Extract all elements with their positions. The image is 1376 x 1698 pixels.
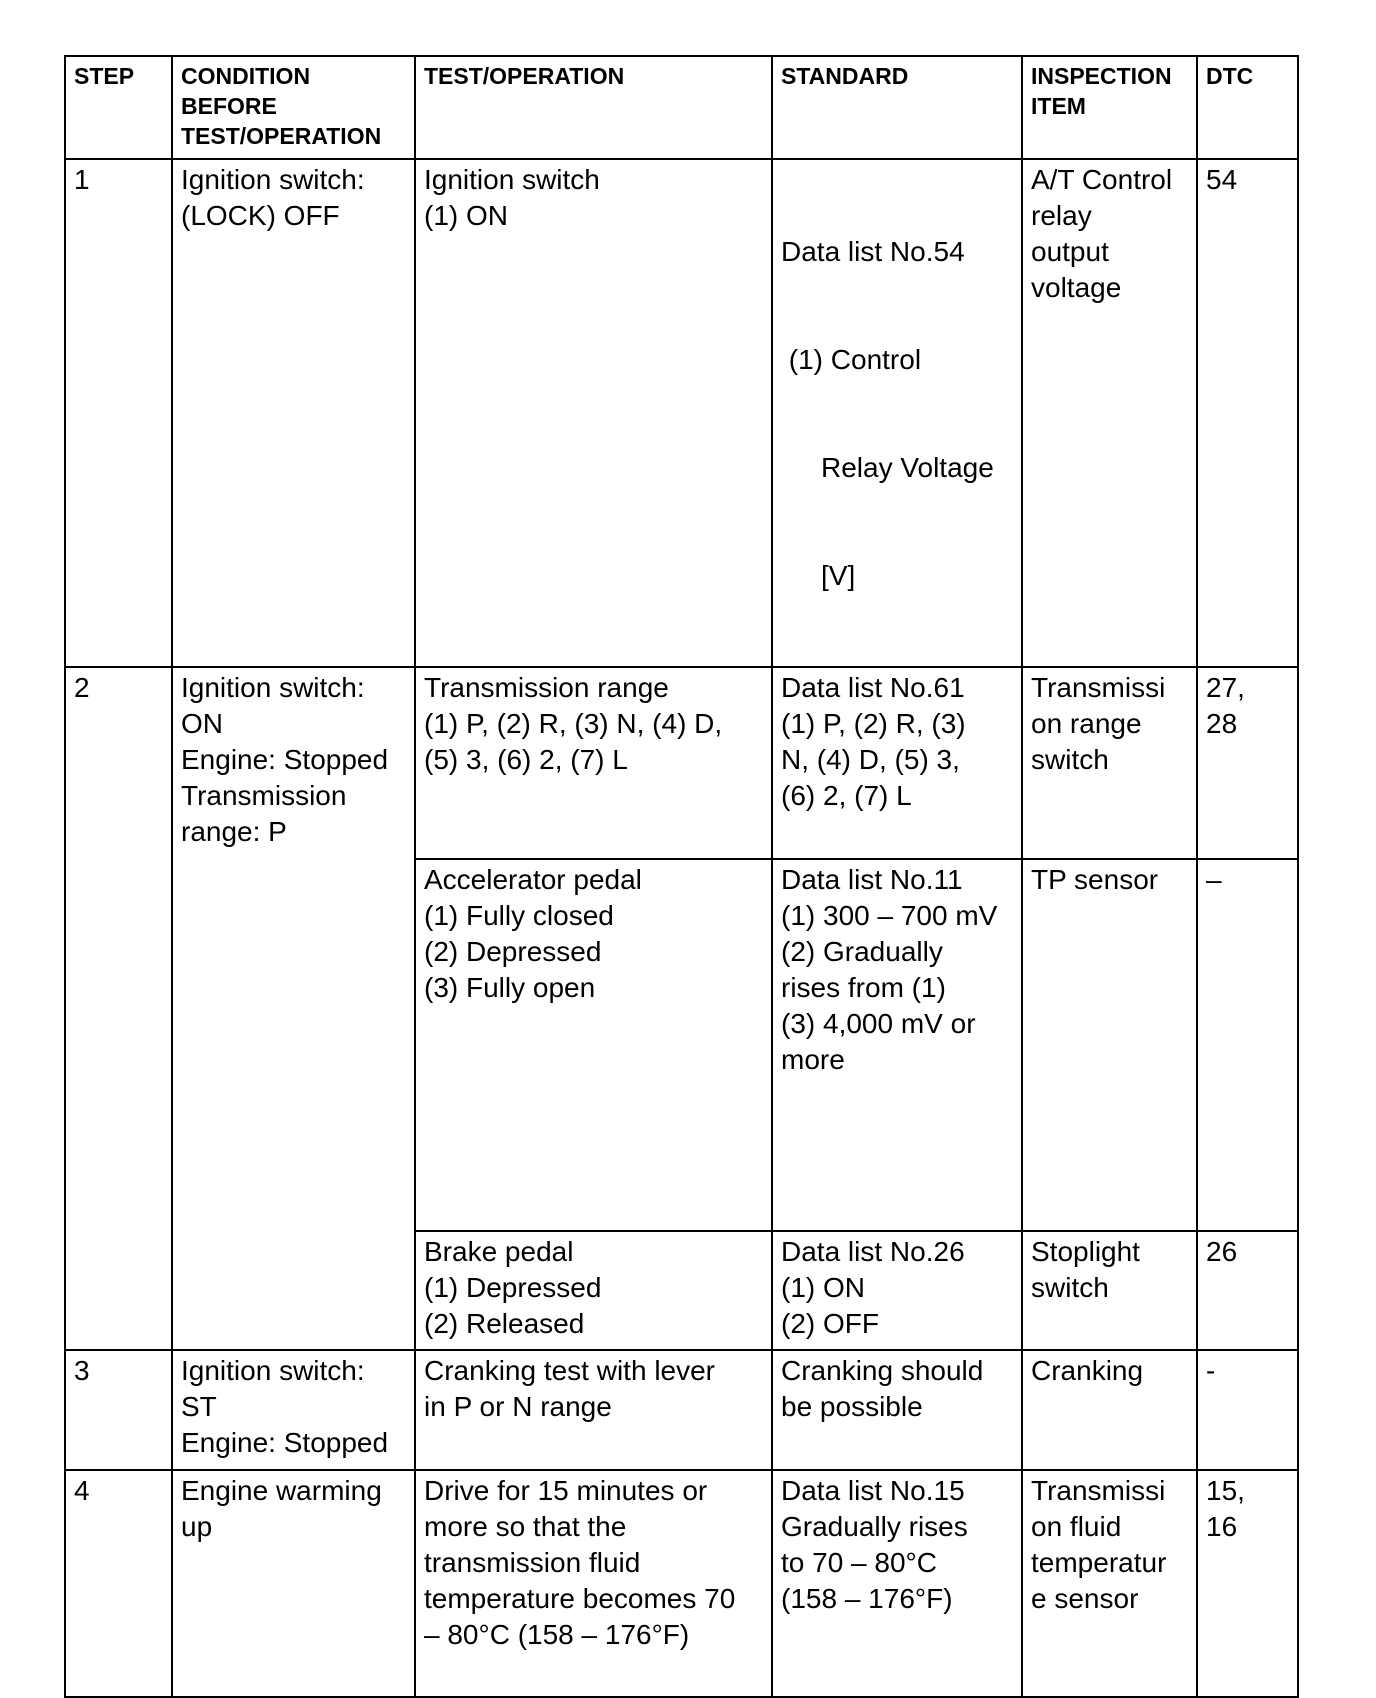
dtc-cell: - [1197,1350,1298,1470]
condition-cell: Ignition switch: ST Engine: Stopped [172,1350,415,1470]
dtc-cell: 27, 28 [1197,667,1298,859]
table-header-row [65,56,1298,159]
test-cell: Ignition switch (1) ON [415,159,772,667]
standard-line: Relay Voltage [821,452,994,483]
table-row [65,667,1298,859]
table-row [65,159,1298,667]
standard-cell: Cranking should be possible [772,1350,1022,1470]
inspection-cell: Stoplight switch [1022,1231,1197,1350]
dtc-cell: – [1197,859,1298,1231]
dtc-cell: 54 [1197,159,1298,667]
test-cell: Transmission range (1) P, (2) R, (3) N, (4) D, (5) 3, (6) 2, (7) L [415,667,772,859]
inspection-cell: TP sensor [1022,859,1197,1231]
standard-cell: Data list No.15 Gradually rises to 70 – 80°C (158 – 176°F) [772,1470,1022,1697]
step-cell: 1 [65,159,172,667]
standard-cell: Data list No.61 (1) P, (2) R, (3) N, (4) D, (5) 3, (6) 2, (7) L [772,667,1022,859]
inspection-cell: Transmissi on range switch [1022,667,1197,859]
header-step: STEP [65,56,172,159]
inspection-cell: Transmissi on fluid temperatur e sensor [1022,1470,1197,1697]
step-cell: 3 [65,1350,172,1470]
test-cell: Drive for 15 minutes or more so that the transmission fluid temperature becomes 70 – 80°C (158 – 176°F) [415,1470,772,1697]
dtc-cell: 15, 16 [1197,1470,1298,1697]
standard-cell [772,159,1022,667]
header-dtc: DTC [1197,56,1298,159]
standard-cell: Data list No.26 (1) ON (2) OFF [772,1231,1022,1350]
step-cell: 4 [65,1470,172,1697]
standard-line: [V] [821,560,856,591]
table-row [65,1350,1298,1470]
standard-line: (1) Control [781,344,922,375]
header-test-operation: TEST/OPERATION [415,56,772,159]
condition-cell: Ignition switch: (LOCK) OFF [172,159,415,667]
standard-cell: Data list No.11 (1) 300 – 700 mV (2) Gradually rises from (1) (3) 4,000 mV or more [772,859,1022,1231]
inspection-cell: A/T Control relay output voltage [1022,159,1197,667]
step-cell: 2 [65,667,172,1350]
header-inspection-item: INSPECTION ITEM [1022,56,1197,159]
header-condition: CONDITION BEFORE TEST/OPERATION [172,56,415,159]
header-standard: STANDARD [772,56,1022,159]
standard-line: Data list No.54 [781,236,965,267]
inspection-cell: Cranking [1022,1350,1197,1470]
table-row [65,1470,1298,1697]
dtc-cell: 26 [1197,1231,1298,1350]
condition-cell: Engine warming up [172,1470,415,1697]
condition-cell: Ignition switch: ON Engine: Stopped Transmission range: P [172,667,415,1350]
test-cell: Brake pedal (1) Depressed (2) Released [415,1231,772,1350]
test-cell: Cranking test with lever in P or N range [415,1350,772,1470]
test-cell: Accelerator pedal (1) Fully closed (2) Depressed (3) Fully open [415,859,772,1231]
inspection-table [64,55,1299,1698]
